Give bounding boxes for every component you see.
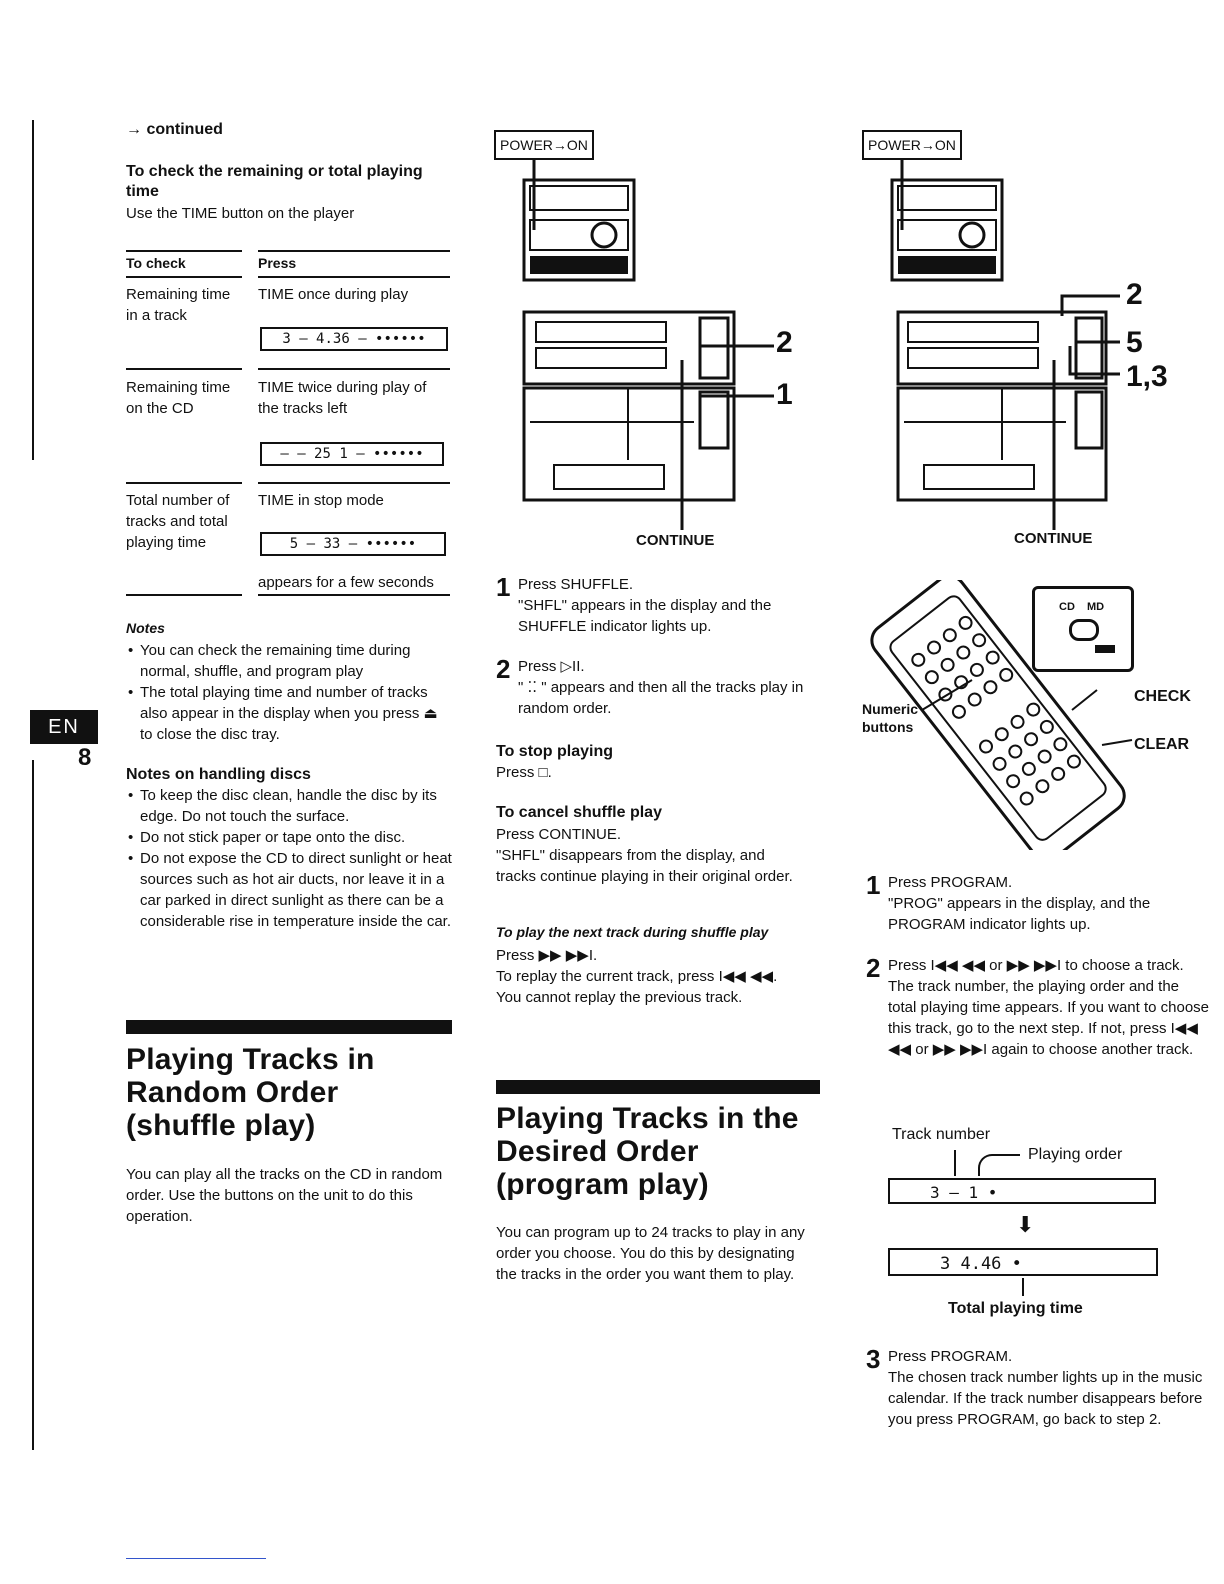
pointer-line — [1022, 1278, 1024, 1296]
stop-text: Press □. — [496, 764, 552, 781]
power-on-label: POWER→ON — [494, 130, 594, 160]
table-rule — [126, 368, 242, 370]
cancel-title: To cancel shuffle play — [496, 804, 662, 821]
check-section-subtitle: Use the TIME button on the player — [126, 205, 355, 222]
section-bar — [496, 1080, 820, 1094]
table-cell-check: Remaining time in a track — [126, 286, 231, 324]
step-text: Press I◀◀ ◀◀ or ▶▶ ▶▶I to choose a track. — [888, 957, 1184, 974]
shuffle-step-1 — [496, 574, 838, 637]
list-item: • Do not stick paper or tape onto the disc. — [128, 827, 453, 848]
clear-label: CLEAR — [1134, 736, 1190, 753]
step-text: Press PROGRAM. — [888, 874, 1013, 891]
list-item: • The total playing time and number of tracks also appear in the display when you press ⏏ to close the disc tray. — [128, 682, 453, 745]
step-detail: " ⁚⁚ " appears and then all the tracks play in random order. — [518, 679, 804, 717]
stereo-unit-illustration — [494, 160, 804, 540]
language-tab: EN — [30, 710, 98, 744]
table-rule — [258, 482, 450, 484]
program-display-1: 3 — 1 • — [888, 1178, 1156, 1204]
step-detail: The track number, the playing order and the total playing time appears. If you want to choose this track, go to the next step. If not, press I◀◀ ◀◀ or ▶▶ ▶▶I again to choose another track. — [888, 978, 1210, 1058]
callout-2: 2 — [1126, 278, 1143, 311]
program-step-3 — [866, 1346, 1210, 1430]
list-item: • To keep the disc clean, handle the disc by its edge. Do not touch the surface. — [128, 785, 453, 827]
handling-title: Notes on handling discs — [126, 766, 311, 783]
continue-label: CONTINUE — [1014, 530, 1093, 547]
step-detail: "SHFL" appears in the display and the SHUFFLE indicator lights up. — [518, 597, 772, 635]
check-section-title: To check the remaining or total playing time — [126, 163, 423, 200]
replay-text: To replay the current track, press I◀◀ ◀◀. — [496, 968, 778, 985]
pointer-line — [954, 1150, 956, 1176]
lcd-display: — — 25 1 — •••••• — [260, 442, 444, 466]
col-header-press: Press — [258, 255, 297, 271]
step-text: Press PROGRAM. — [888, 1348, 1013, 1365]
program-title: Playing Tracks in the Desired Order (program play) — [496, 1102, 799, 1201]
program-step-2 — [866, 955, 1210, 1060]
shuffle-intro: You can play all the tracks on the CD in random order. Use the buttons on the unit to do this operation. — [126, 1166, 443, 1225]
table-rule — [258, 276, 450, 278]
table-rule — [126, 594, 242, 596]
list-item: • You can check the remaining time during normal, shuffle, and program play — [128, 640, 453, 682]
table-rule — [126, 276, 242, 278]
program-step-1 — [866, 872, 1210, 935]
margin-line-top — [32, 120, 34, 460]
program-intro: You can program up to 24 tracks to play in any order you choose. You do this by designating the tracks in the order you want them to play. — [496, 1224, 805, 1283]
step-text: Press SHUFFLE. — [518, 576, 634, 593]
next-track-text: Press ▶▶ ▶▶I. — [496, 947, 598, 964]
step-number: 2 — [496, 654, 511, 684]
step-number: 1 — [866, 870, 881, 900]
cd-md-inset — [1032, 586, 1134, 672]
table-rule — [126, 250, 242, 252]
step-number: 1 — [496, 572, 511, 602]
table-cell-press: TIME once during play — [258, 286, 409, 303]
callout-1: 1 — [776, 378, 793, 411]
total-playing-time-label: Total playing time — [948, 1300, 1083, 1317]
handling-list — [128, 785, 453, 932]
power-on-label: POWER→ON — [862, 130, 962, 160]
margin-line-bottom — [32, 760, 34, 1450]
table-rule — [258, 368, 450, 370]
step-number: 3 — [866, 1344, 881, 1374]
table-rule — [258, 250, 450, 252]
notes-title: Notes — [126, 620, 165, 636]
track-number-label: Track number — [892, 1126, 991, 1143]
cancel-text: Press CONTINUE. — [496, 826, 622, 843]
cancel-detail: "SHFL" disappears from the display, and tracks continue playing in their original order. — [496, 847, 793, 885]
cd-label: CD — [1059, 601, 1075, 613]
function-button-icon — [1069, 619, 1099, 641]
table-rule — [258, 594, 450, 596]
step-number: 2 — [866, 953, 881, 983]
shuffle-step-2 — [496, 656, 838, 719]
pointer-line — [978, 1154, 1020, 1176]
col-header-check: To check — [126, 255, 186, 271]
playing-order-label: Playing order — [1028, 1146, 1123, 1163]
list-item: • Do not expose the CD to direct sunlight or heat sources such as hot air ducts, nor leave it in a car parked in direct sunlight as there can be a considerable rise in temperature inside the car. — [128, 848, 453, 932]
table-cell-press: TIME in stop mode — [258, 492, 384, 509]
callout-2: 2 — [776, 326, 793, 359]
md-label: MD — [1087, 601, 1105, 613]
table-rule — [126, 482, 242, 484]
arrow-icon — [1095, 645, 1115, 653]
footer-line — [126, 1558, 266, 1559]
callout-5: 5 — [1126, 326, 1143, 359]
step-text: Press ▷II. — [518, 658, 585, 675]
lcd-display: 5 — 33 — •••••• — [260, 532, 446, 556]
stereo-unit-illustration — [862, 160, 1122, 540]
shuffle-title: Playing Tracks in Random Order (shuffle play) — [126, 1043, 375, 1142]
stop-title: To stop playing — [496, 743, 614, 760]
notes-list — [128, 640, 453, 745]
callout-1-3: 1,3 — [1126, 360, 1168, 393]
check-label: CHECK — [1134, 688, 1191, 705]
lcd-display: 3 — 4.36 — •••••• — [260, 327, 448, 351]
step-detail: "PROG" appears in the display, and the PROGRAM indicator lights up. — [888, 895, 1151, 933]
down-arrow-icon: ⬇ — [1016, 1212, 1035, 1237]
section-bar — [126, 1020, 452, 1034]
step-detail: The chosen track number lights up in the music calendar. If the track number disappears before you press PROGRAM, go back to step 2. — [888, 1369, 1203, 1428]
next-track-title: To play the next track during shuffle play — [496, 924, 769, 940]
cannot-replay-text: You cannot replay the previous track. — [496, 989, 743, 1006]
program-display-2: 3 4.46 • — [888, 1248, 1158, 1276]
numeric-buttons-label: Numeric buttons — [862, 701, 919, 735]
table-cell-press: TIME twice during play of the tracks left — [258, 379, 427, 417]
table-cell-check: Remaining time on the CD — [126, 379, 231, 417]
table-footnote: appears for a few seconds — [258, 574, 434, 591]
continued-label: → continued — [126, 121, 223, 138]
table-cell-check: Total number of tracks and total playing time — [126, 492, 230, 551]
page-number: 8 — [78, 744, 92, 771]
continue-label: CONTINUE — [636, 532, 715, 549]
